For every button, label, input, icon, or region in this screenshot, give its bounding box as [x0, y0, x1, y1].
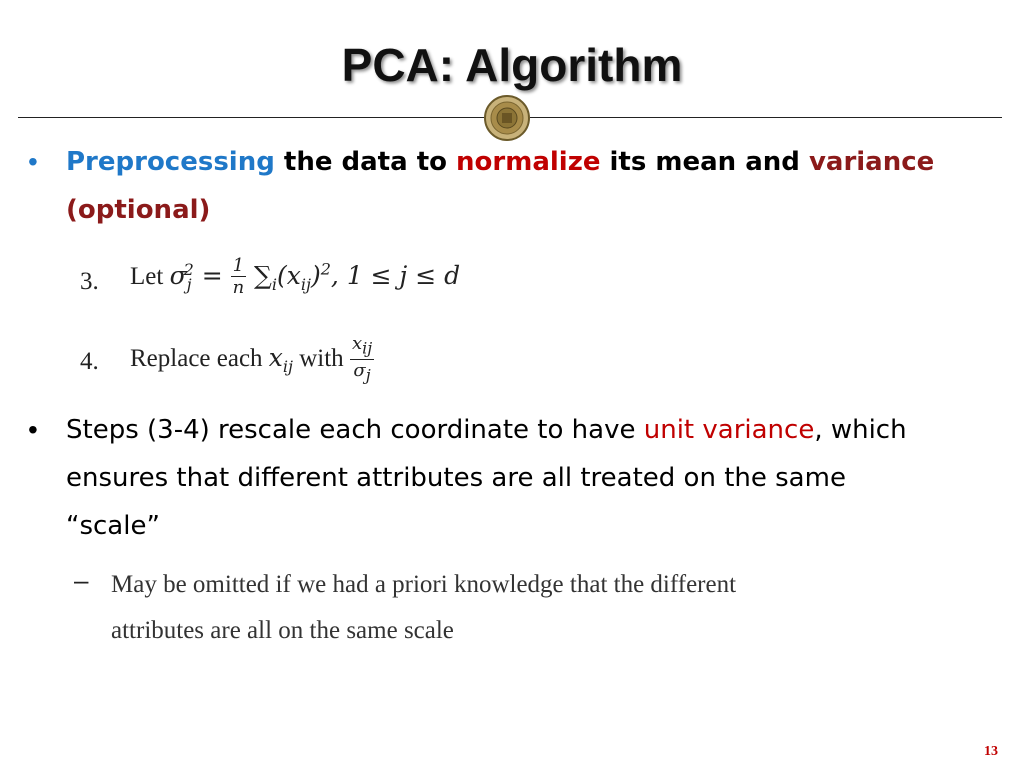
keyword-variance: variance [808, 147, 935, 177]
fraction-xij-over-sigma: $\frac{x_{ij}}{\sigma_j}$ [351, 333, 373, 385]
fraction-one-over-n: $\frac{1}{n}$ [232, 255, 245, 298]
text-segment: ensures that different attributes are all treated on the same [66, 463, 846, 493]
text-segment: “scale” [66, 511, 160, 541]
text-segment: attributes are all on the same scale [111, 617, 454, 644]
sub-bullet-text [111, 562, 931, 654]
text-segment: , which [814, 415, 907, 445]
text-segment: May be omitted if we had a priori knowledge that the different [111, 571, 737, 598]
bullet-marker: • [28, 146, 38, 177]
step-4-with: with [299, 344, 344, 372]
step-4-formula [130, 334, 374, 386]
step-number-3: 3. [80, 268, 99, 295]
variance-formula: $\sigma_j^2$ = $\frac{1}{n}$ $\sum_i(x_{ij})^2$, 1 ≤ j ≤ d [169, 255, 461, 298]
step-number-4: 4. [80, 348, 99, 375]
bullet-rescale [66, 406, 966, 550]
divider-right [530, 117, 1002, 118]
text-segment: the data to [274, 147, 457, 177]
sub-bullet-marker: – [74, 565, 89, 595]
slide-title: PCA: Algorithm [341, 39, 683, 91]
step-3-text: Let [130, 263, 164, 290]
divider-left [18, 117, 484, 118]
text-segment: Steps (3-4) rescale each coordinate to have [66, 415, 644, 445]
keyword-unit-variance: unit variance [643, 415, 815, 445]
step-4-text: Replace each [130, 344, 263, 372]
variable-xij: $x_{ij}$ [268, 342, 293, 376]
bullet-marker: • [28, 414, 38, 445]
page-number: 13 [984, 744, 998, 759]
keyword-preprocessing: Preprocessing [66, 147, 275, 177]
university-seal-icon [483, 94, 531, 142]
text-segment: its mean and [600, 147, 809, 177]
optional-label: (optional) [66, 195, 211, 225]
step-3-formula [130, 256, 460, 299]
bullet-preprocessing [66, 138, 966, 234]
keyword-normalize: normalize [456, 147, 601, 177]
